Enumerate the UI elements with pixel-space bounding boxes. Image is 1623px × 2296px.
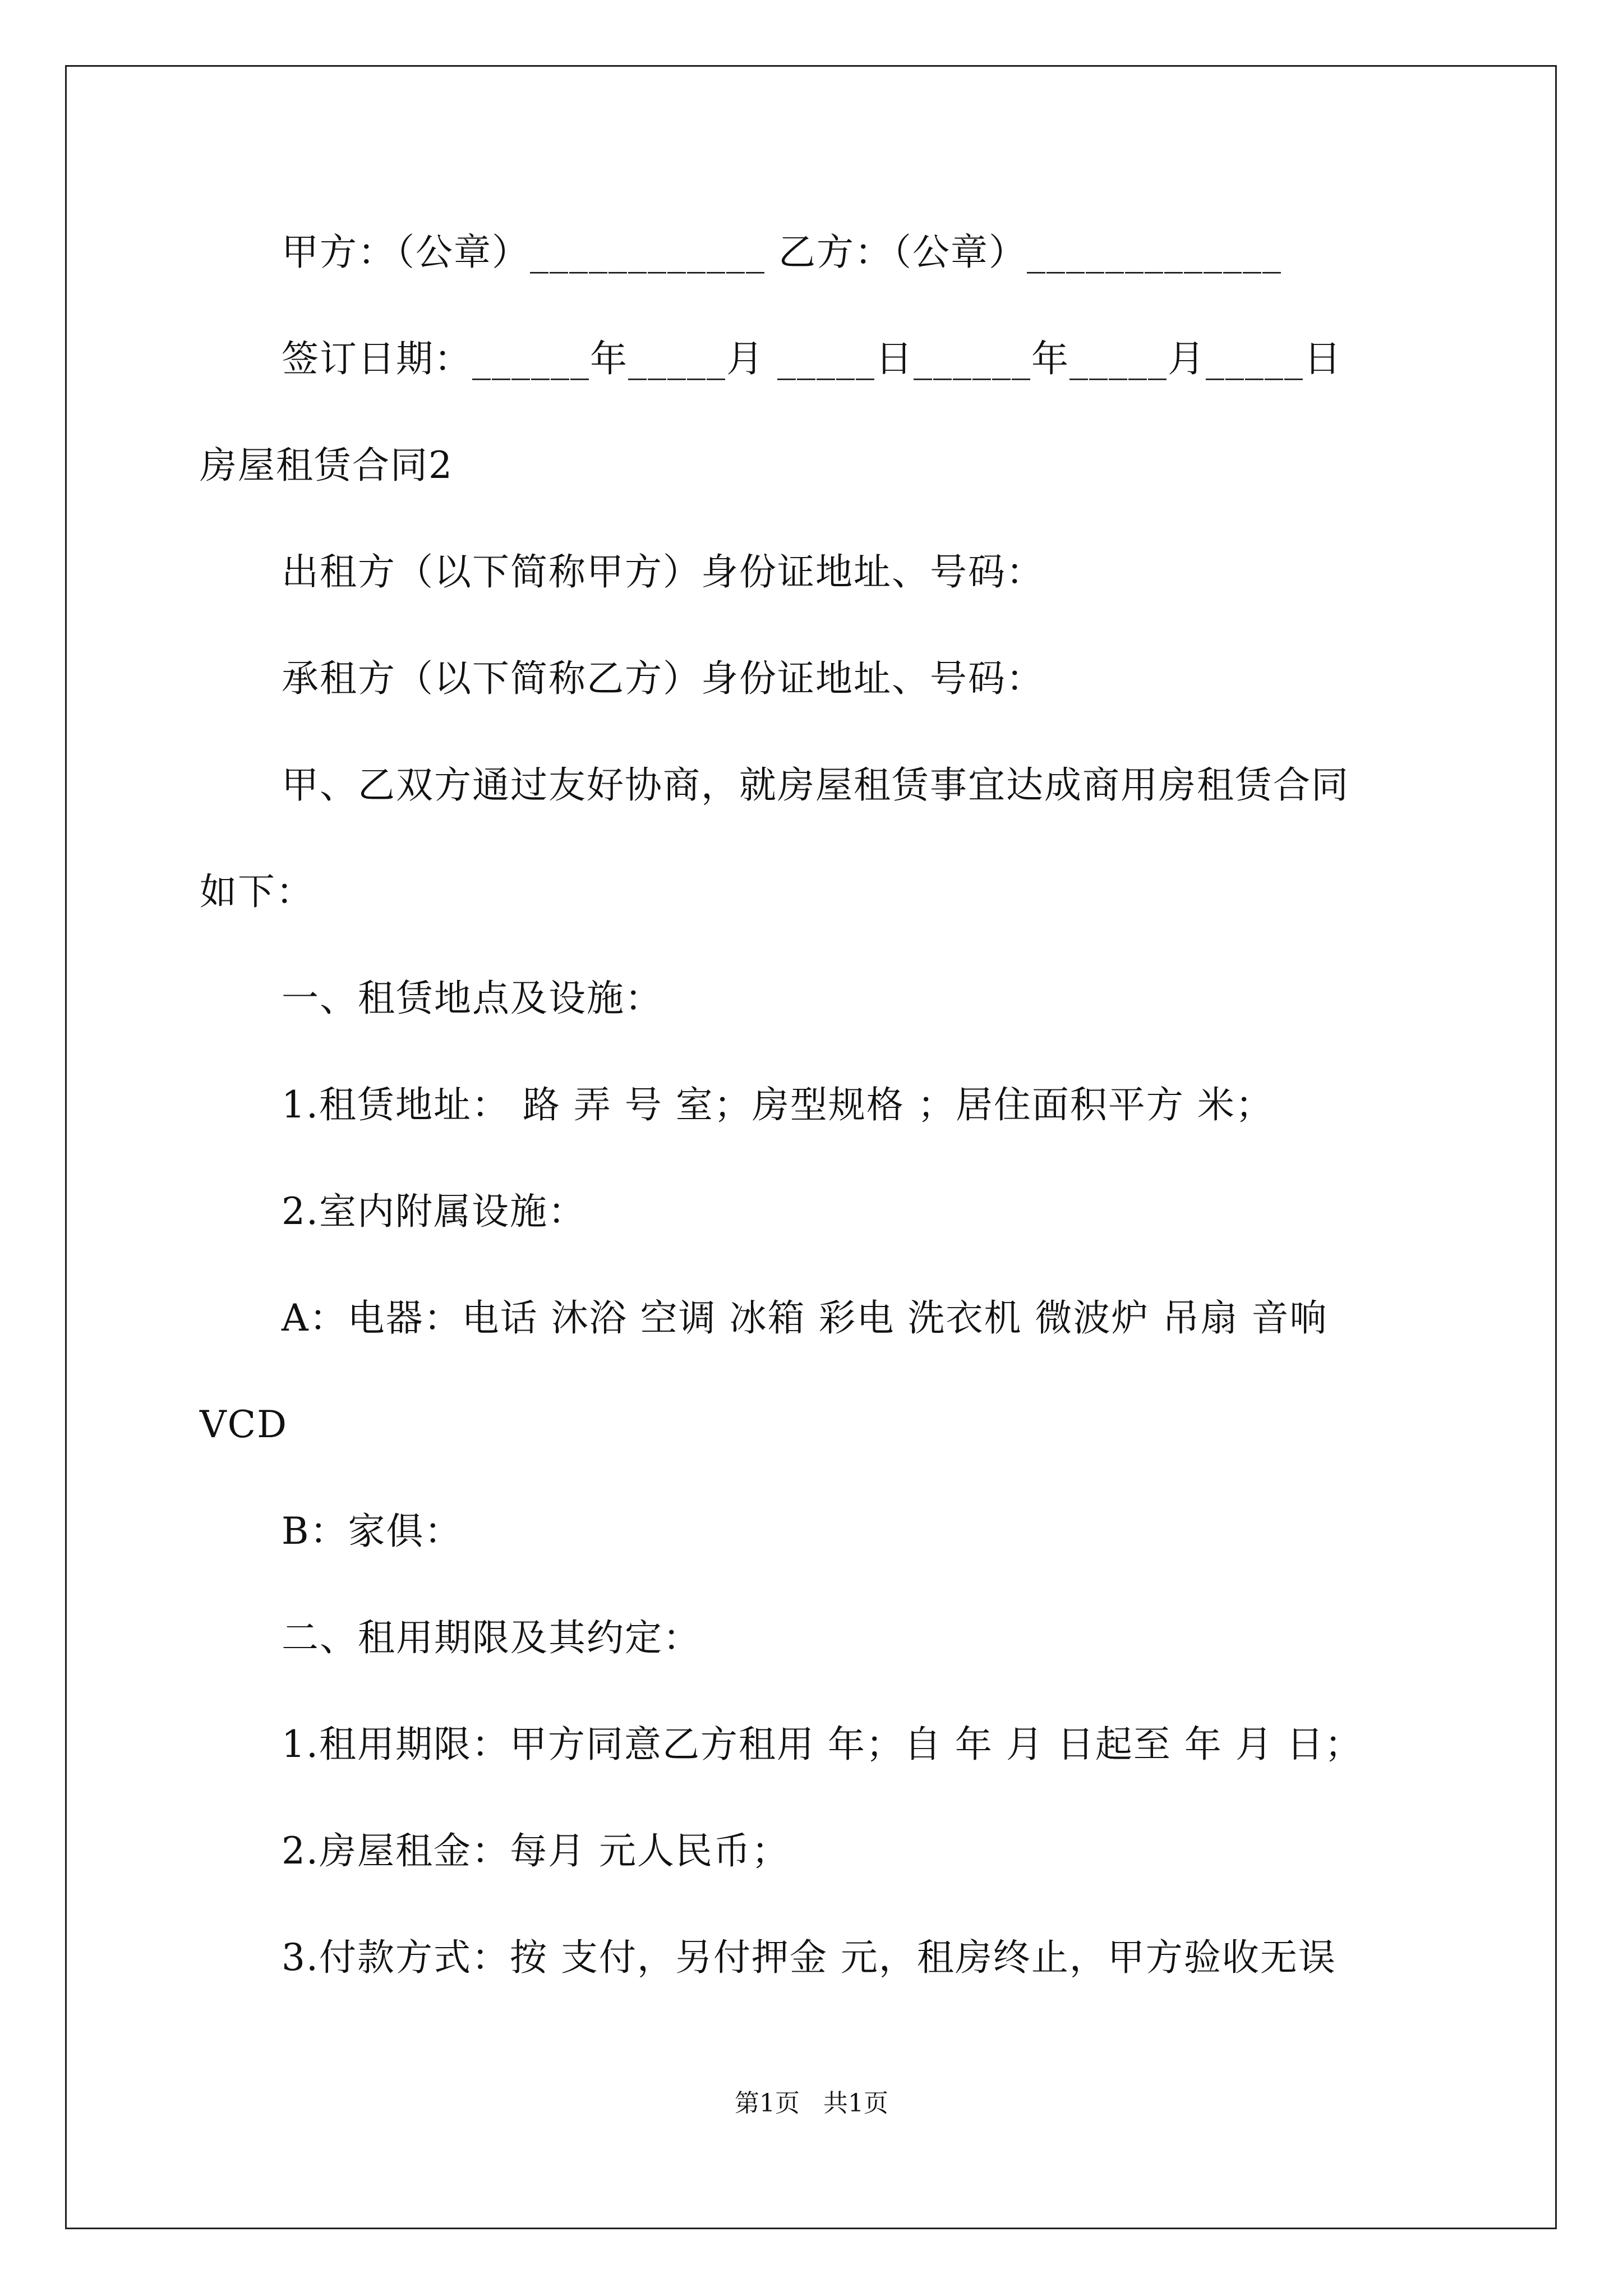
- signature-line: 甲方：（公章）____________ 乙方：（公章）_____________: [282, 231, 1282, 274]
- section-heading-term: 二、租用期限及其约定：: [282, 1616, 701, 1659]
- page-border: [65, 65, 1557, 2229]
- preamble-line: 甲、乙双方通过友好协商，就房屋租赁事宜达成商用房租赁合同: [282, 763, 1349, 807]
- clause-rental-address: 1.租赁地址： 路 弄 号 室；房型规格 ；居住面积平方 米；: [282, 1083, 1274, 1126]
- lessor-id-line: 出租方（以下简称甲方）身份证地址、号码：: [282, 550, 1044, 593]
- page-number-footer: 第1页 共1页: [735, 2089, 888, 2118]
- clause-lease-term: 1.租用期限：甲方同意乙方租用 年；自 年 月 日起至 年 月 日；: [282, 1723, 1363, 1766]
- clause-furniture: B：家俱：: [282, 1510, 463, 1553]
- clause-rent: 2.房屋租金：每月 元人民币；: [282, 1829, 790, 1872]
- clause-payment-method: 3.付款方式：按 支付，另付押金 元，租房终止，甲方验收无误: [282, 1936, 1336, 1979]
- preamble-continuation: 如下：: [200, 870, 314, 913]
- contract-title: 房屋租赁合同2: [200, 444, 453, 487]
- section-heading-location: 一、租赁地点及设施：: [282, 977, 663, 1020]
- clause-appliances-continuation: VCD: [200, 1403, 288, 1446]
- clause-indoor-facilities: 2.室内附属设施：: [282, 1190, 586, 1233]
- signing-date-line: 签订日期：______年_____月 _____日______年_____月_____日: [282, 337, 1342, 380]
- clause-appliances: A：电器：电话 沐浴 空调 冰箱 彩电 洗衣机 微波炉 吊扇 音响: [282, 1296, 1328, 1340]
- lessee-id-line: 承租方（以下简称乙方）身份证地址、号码：: [282, 657, 1044, 700]
